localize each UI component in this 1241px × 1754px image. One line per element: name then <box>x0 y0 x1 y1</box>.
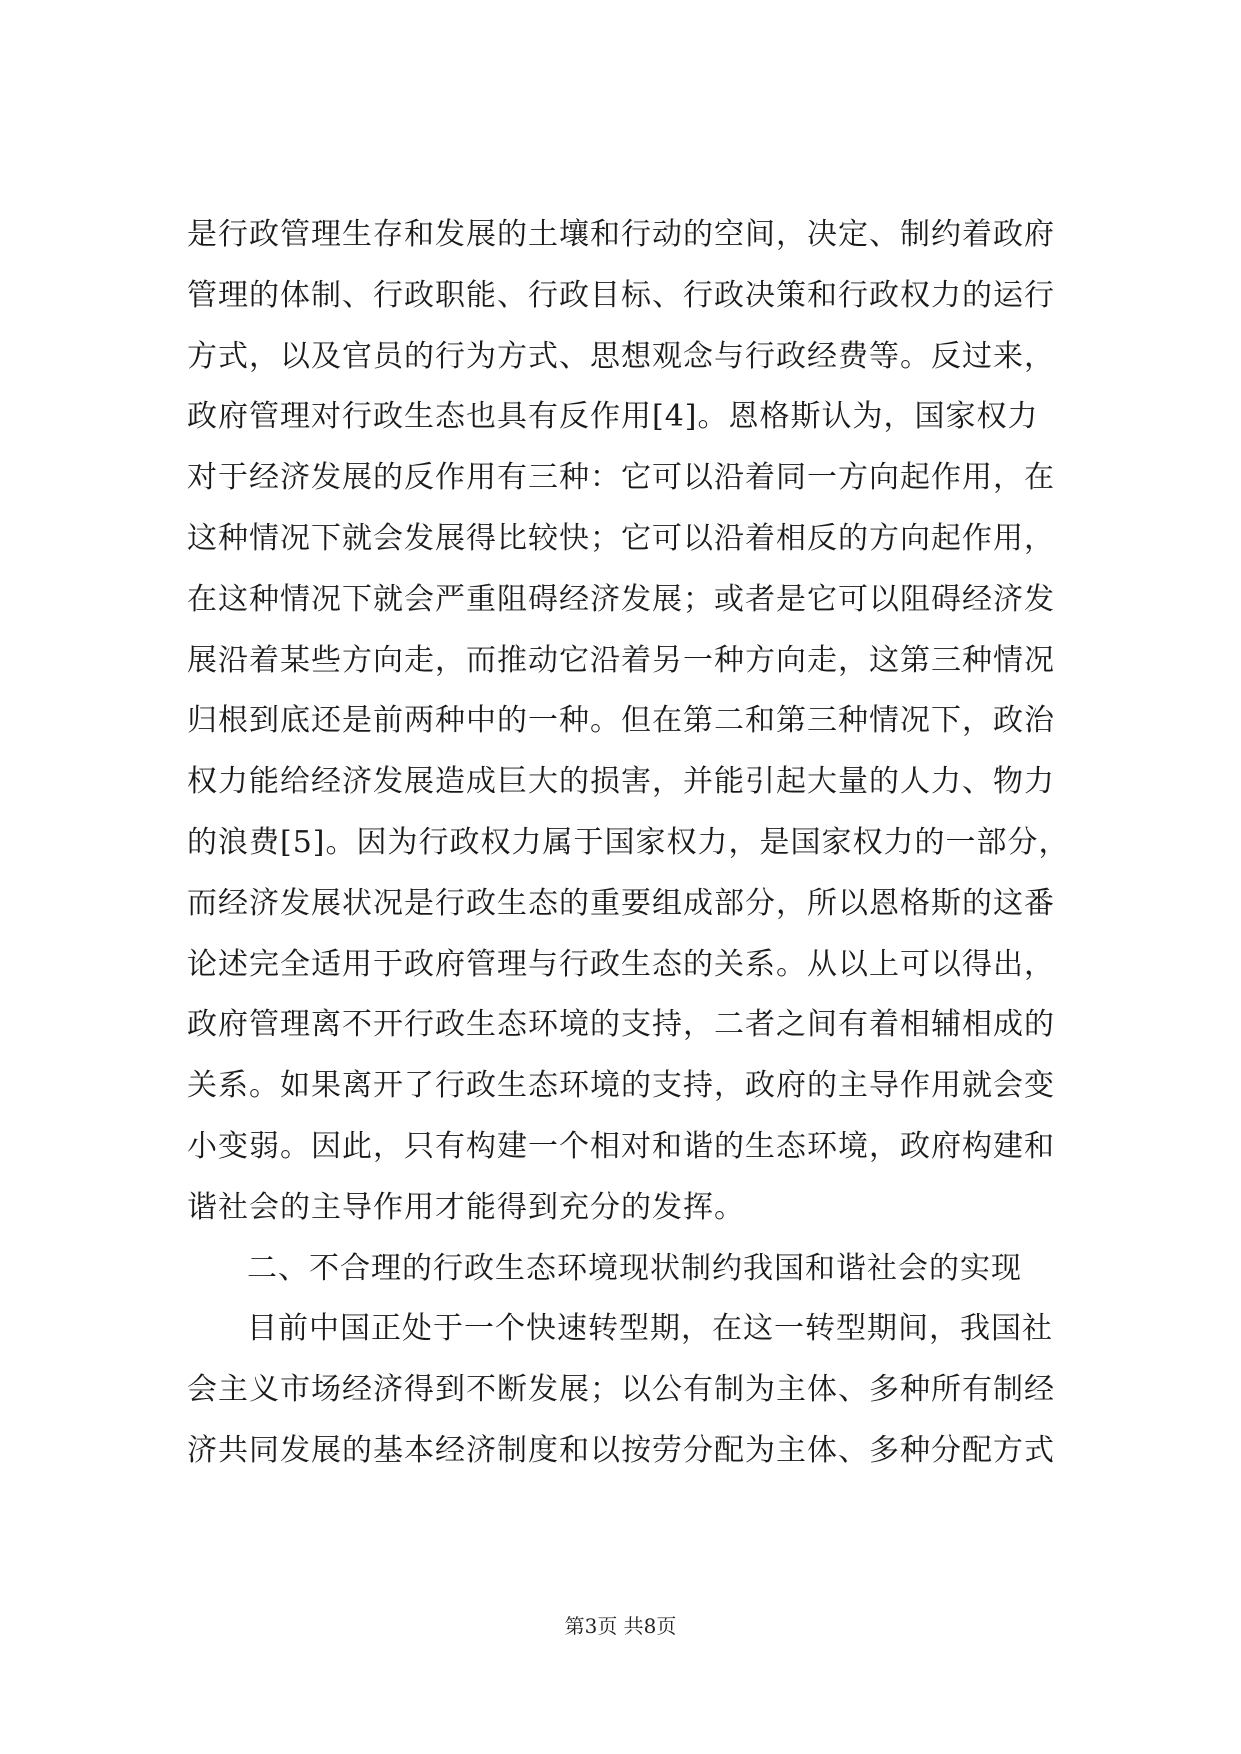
text-line: 方式，以及官员的行为方式、思想观念与行政经费等。反过来， <box>187 338 1055 374</box>
text-line: 关系。如果离开了行政生态环境的支持，政府的主导作用就会变 <box>187 1068 1055 1104</box>
text-line: 管理的体制、行政职能、行政目标、行政决策和行政权力的运行 <box>187 277 1055 313</box>
text-line: 权力能给经济发展造成巨大的损害，并能引起大量的人力、物力 <box>187 764 1055 800</box>
text-line: 归根到底还是前两种中的一种。但在第二和第三种情况下，政治 <box>187 703 1055 739</box>
text-line: 会主义市场经济得到不断发展；以公有制为主体、多种所有制经 <box>187 1372 1055 1408</box>
body-text <box>187 205 1077 1482</box>
text-line: 在这种情况下就会严重阻碍经济发展；或者是它可以阻碍经济发 <box>187 581 1055 617</box>
section-heading: 二、不合理的行政生态环境现状制约我国和谐社会的实现 <box>247 1250 1022 1286</box>
text-line: 的浪费[5]。因为行政权力属于国家权力，是国家权力的一部分， <box>187 824 1070 860</box>
text-line: 对于经济发展的反作用有三种：它可以沿着同一方向起作用，在 <box>187 460 1055 496</box>
text-line: 这种情况下就会发展得比较快；它可以沿着相反的方向起作用， <box>187 520 1055 556</box>
text-line: 目前中国正处于一个快速转型期，在这一转型期间，我国社 <box>247 1311 1053 1347</box>
text-line: 小变弱。因此，只有构建一个相对和谐的生态环境，政府构建和 <box>187 1128 1055 1164</box>
text-line: 而经济发展状况是行政生态的重要组成部分，所以恩格斯的这番 <box>187 885 1055 921</box>
page-number-label: 第3页 共8页 <box>564 1614 677 1638</box>
text-line: 政府管理对行政生态也具有反作用[4]。恩格斯认为，国家权力 <box>187 399 1039 435</box>
text-line: 论述完全适用于政府管理与行政生态的关系。从以上可以得出， <box>187 946 1055 982</box>
text-line: 谐社会的主导作用才能得到充分的发挥。 <box>187 1189 745 1225</box>
page-footer <box>0 1612 1241 1640</box>
text-line: 是行政管理生存和发展的土壤和行动的空间，决定、制约着政府 <box>187 217 1055 252</box>
text-line: 政府管理离不开行政生态环境的支持，二者之间有着相辅相成的 <box>187 1007 1055 1043</box>
text-line: 济共同发展的基本经济制度和以按劳分配为主体、多种分配方式 <box>187 1432 1055 1468</box>
text-line: 展沿着某些方向走，而推动它沿着另一种方向走，这第三种情况 <box>187 642 1055 678</box>
